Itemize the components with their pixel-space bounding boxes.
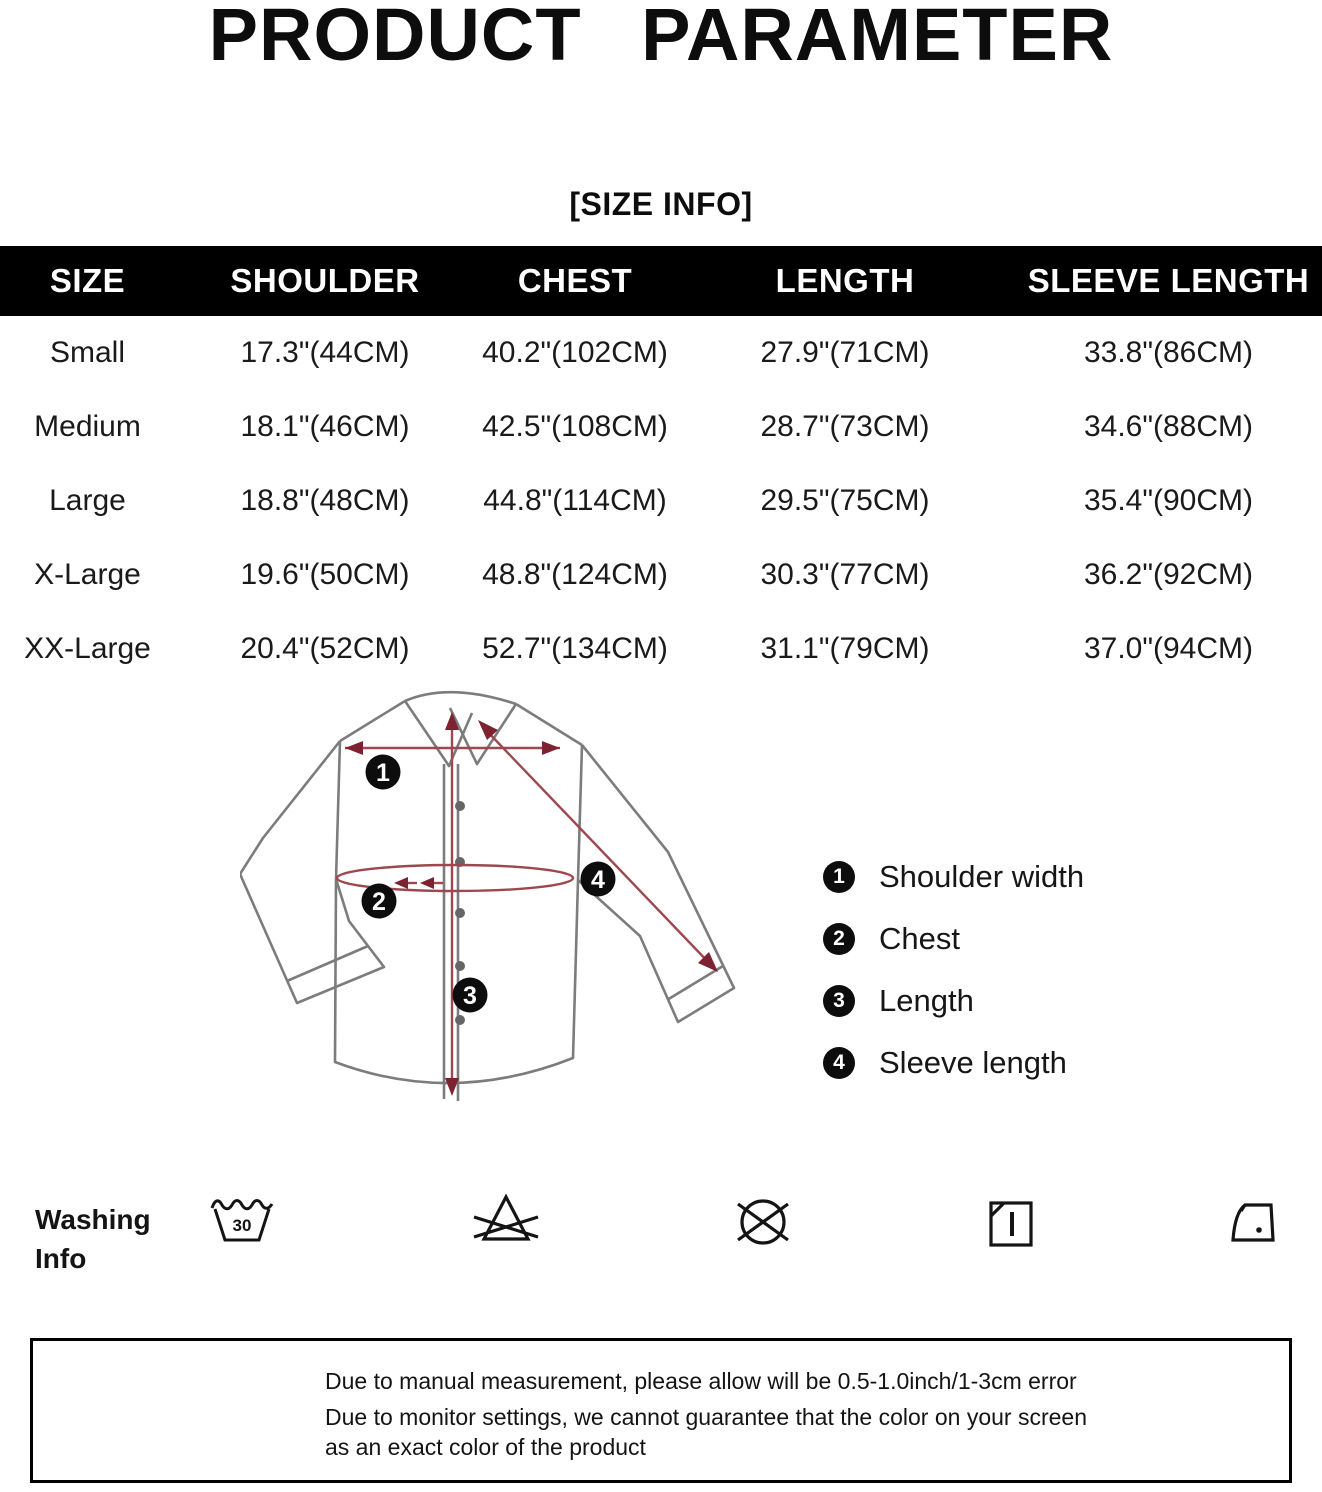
cell-length: 27.9"(71CM) xyxy=(760,336,930,369)
cell-sleeve-length: 34.6"(88CM) xyxy=(1083,410,1254,443)
legend-item-sleeve-length xyxy=(823,1047,1084,1079)
cell-sleeve-length: 33.8"(86CM) xyxy=(1083,336,1254,369)
measurement-legend xyxy=(823,861,1084,1109)
measure-badge-1 xyxy=(366,755,401,790)
measure-badge-2 xyxy=(362,884,397,919)
cell-shoulder: 20.4"(52CM) xyxy=(240,632,410,665)
column-header-size: SIZE xyxy=(49,262,126,299)
disclaimer-line: Due to monitor settings, we cannot guarantee that the color on your screen xyxy=(325,1404,1087,1430)
drip-dry-icon xyxy=(988,1200,1034,1248)
cell-sleeve-length: 37.0"(94CM) xyxy=(1083,632,1254,665)
measure-badge-4 xyxy=(581,862,616,897)
table-row-small xyxy=(0,316,1322,390)
cell-shoulder: 17.3"(44CM) xyxy=(240,336,410,369)
cell-size: Medium xyxy=(34,410,141,443)
legend-item-shoulder-width xyxy=(823,861,1084,893)
cell-chest: 52.7"(134CM) xyxy=(482,632,668,665)
svg-text:4: 4 xyxy=(591,866,605,894)
do-not-bleach-icon xyxy=(471,1192,541,1246)
cell-shoulder: 18.1"(46CM) xyxy=(240,410,410,443)
measurement-arrowheads xyxy=(345,712,718,1096)
column-header-sleeve-length: SLEEVE LENGTH xyxy=(1027,262,1310,299)
shirt-measurement-diagram xyxy=(240,678,760,1120)
size-table-header xyxy=(0,246,1322,316)
machine-wash-30-icon xyxy=(209,1196,275,1244)
column-header-shoulder: SHOULDER xyxy=(230,262,420,299)
shirt-outline xyxy=(240,692,734,1101)
disclaimer-line: as an exact color of the product xyxy=(325,1434,646,1460)
svg-text:3: 3 xyxy=(463,982,477,1010)
legend-badge-1: 1 xyxy=(823,861,855,893)
cell-size: X-Large xyxy=(34,558,141,591)
cell-sleeve-length: 35.4"(90CM) xyxy=(1083,484,1254,517)
svg-text:2: 2 xyxy=(372,888,386,916)
disclaimer-line: Due to manual measurement, please allow will be 0.5-1.0inch/1-3cm error xyxy=(325,1368,1077,1394)
cell-chest: 42.5"(108CM) xyxy=(482,410,668,443)
cell-chest: 40.2"(102CM) xyxy=(482,336,668,369)
size-table xyxy=(0,246,1322,686)
measure-badge-3 xyxy=(453,978,488,1013)
cell-size: Small xyxy=(49,336,125,369)
legend-label: Length xyxy=(879,983,974,1018)
table-row-medium xyxy=(0,390,1322,464)
disclaimer-box xyxy=(30,1338,1292,1483)
cell-length: 28.7"(73CM) xyxy=(760,410,930,443)
size-info-heading: [SIZE INFO] xyxy=(569,186,753,222)
legend-item-chest xyxy=(823,923,1084,955)
cell-size: Large xyxy=(49,484,126,517)
do-not-dry-clean-icon xyxy=(734,1196,792,1248)
legend-badge-4: 4 xyxy=(823,1047,855,1079)
washing-info-label xyxy=(35,1200,151,1278)
washing-info-label-line2: Info xyxy=(35,1243,87,1274)
cell-length: 31.1"(79CM) xyxy=(760,632,930,665)
iron-icon xyxy=(1228,1200,1278,1246)
cell-chest: 44.8"(114CM) xyxy=(483,484,667,517)
cell-shoulder: 18.8"(48CM) xyxy=(240,484,410,517)
legend-label: Shoulder width xyxy=(879,859,1085,894)
table-row-x-large xyxy=(0,538,1322,612)
table-row-large xyxy=(0,464,1322,538)
column-header-chest: CHEST xyxy=(517,262,633,299)
table-row-xx-large xyxy=(0,612,1322,686)
legend-label: Chest xyxy=(879,921,960,956)
legend-label: Sleeve length xyxy=(879,1045,1067,1080)
cell-length: 30.3"(77CM) xyxy=(760,558,930,591)
column-header-length: LENGTH xyxy=(775,262,915,299)
legend-badge-3: 3 xyxy=(823,985,855,1017)
cell-sleeve-length: 36.2"(92CM) xyxy=(1083,558,1254,591)
legend-item-length xyxy=(823,985,1084,1017)
cell-size: XX-Large xyxy=(24,632,151,665)
svg-text:30: 30 xyxy=(232,1216,252,1235)
legend-badge-2: 2 xyxy=(823,923,855,955)
svg-text:1: 1 xyxy=(376,759,390,787)
page-title: PRODUCT PARAMETER xyxy=(208,0,1114,76)
washing-info-label-line1: Washing xyxy=(35,1204,151,1235)
cell-chest: 48.8"(124CM) xyxy=(482,558,668,591)
cell-length: 29.5"(75CM) xyxy=(760,484,930,517)
cell-shoulder: 19.6"(50CM) xyxy=(240,558,410,591)
disclaimer-text xyxy=(325,1366,1269,1462)
